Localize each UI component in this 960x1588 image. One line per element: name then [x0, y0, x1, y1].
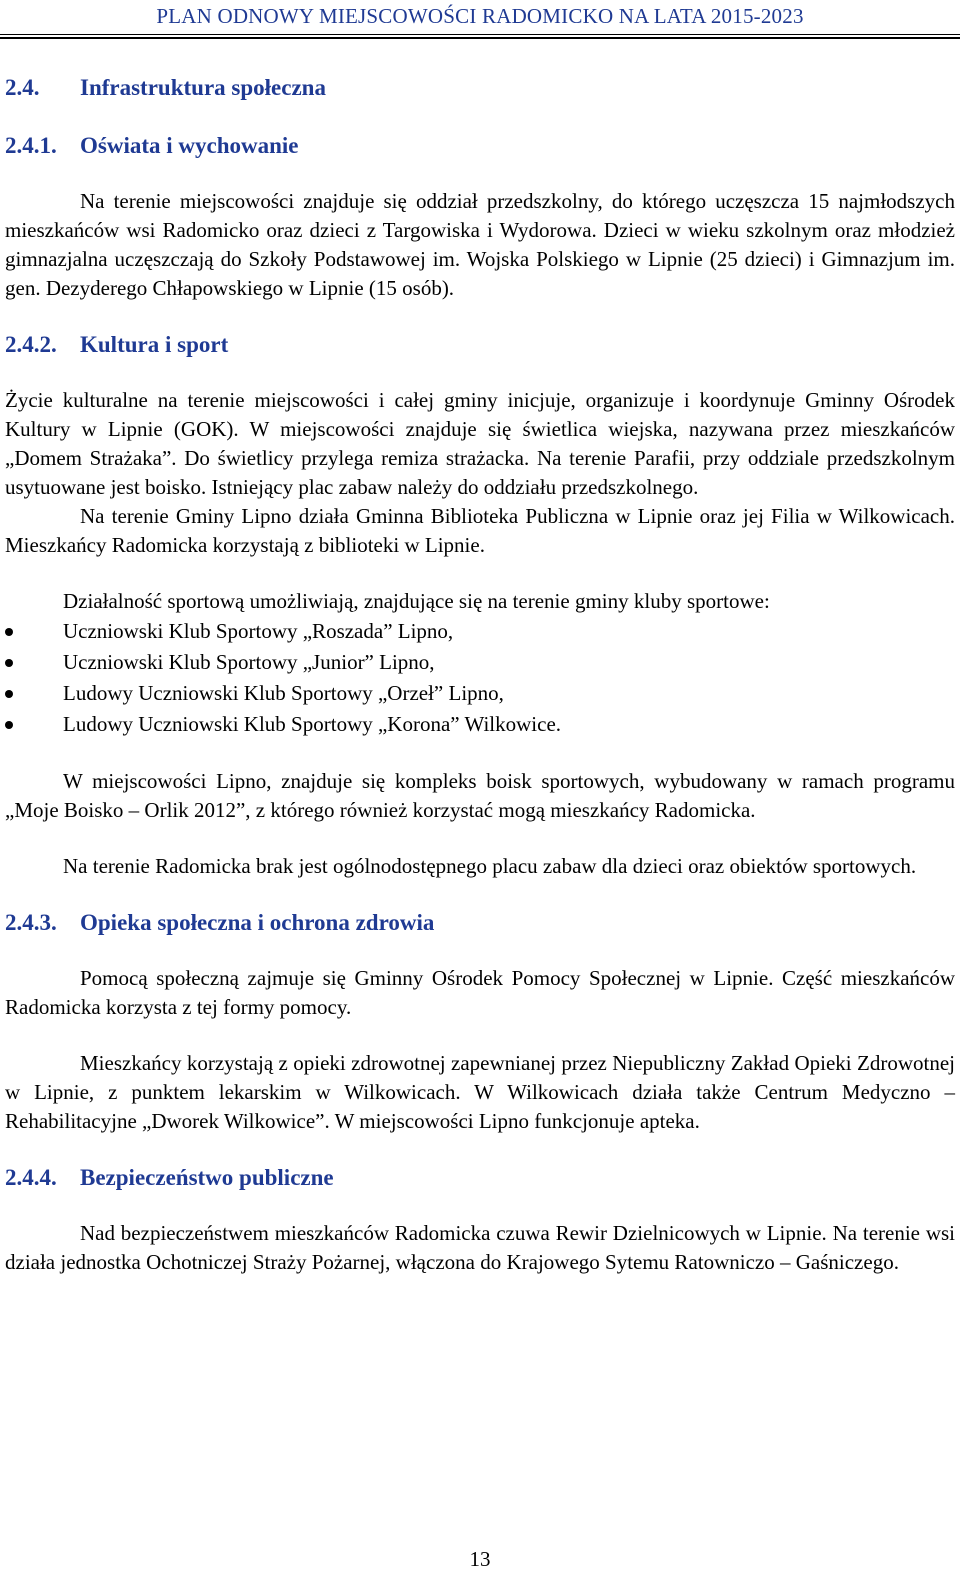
- bullet-icon: [5, 690, 13, 698]
- section-heading-2-4-1: [5, 130, 955, 162]
- paragraph-social-care: Pomocą społeczną zajmuje się Gminny Ośrodek Pomocy Społecznej w Lipnie. Część mieszkańców Radomicka korzysta z tej formy pomocy.: [5, 966, 955, 1019]
- section-heading-2-4-3: [5, 907, 955, 939]
- section-number: 2.4.4.: [5, 1165, 57, 1190]
- section-number: 2.4.3.: [5, 910, 57, 935]
- paragraph-orlik: W miejscowości Lipno, znajduje się kompleks boisk sportowych, wybudowany w ramach programu „Moje Boisko – Orlik 2012”, z którego również korzystać mogą mieszkańcy Radomicka.: [5, 769, 955, 822]
- page-content: [5, 72, 955, 1277]
- sport-clubs-list: [5, 616, 955, 740]
- paragraph-public-safety: Nad bezpieczeństwem mieszkańców Radomicka czuwa Rewir Dzielnicowych w Lipnie. Na terenie wsi działa jednostka Ochotniczej Straży Pożarnej, włączona do Krajowego Sytemu Ratowniczo – Gaśniczego.: [5, 1221, 955, 1274]
- section-number: 2.4.2.: [5, 332, 57, 357]
- section-title: Kultura i sport: [80, 332, 229, 357]
- paragraph-no-playground: Na terenie Radomicka brak jest ogólnodostępnego placu zabaw dla dzieci oraz obiektów sportowych.: [63, 854, 917, 878]
- list-item-text: Ludowy Uczniowski Klub Sportowy „Orzeł” Lipno,: [63, 681, 504, 705]
- list-item: [5, 647, 955, 678]
- paragraph-health-care: Mieszkańcy korzystają z opieki zdrowotnej zapewnianej przez Niepubliczny Zakład Opieki Zdrowotnej w Lipnie, z punktem lekarskim w Wilkowicach. W Wilkowicach działa także Centrum Medyczno – Rehabilitacyjne „Dworek Wilkowice”. W miejscowości Lipno funkcjonuje apteka.: [5, 1051, 955, 1133]
- section-heading-2-4-2: [5, 329, 955, 361]
- section-heading-2-4: [5, 72, 955, 104]
- section-title: Infrastruktura społeczna: [80, 75, 326, 100]
- paragraph-education: Na terenie miejscowości znajduje się oddział przedszkolny, do którego uczęszcza 15 najmłodszych mieszkańców wsi Radomicko oraz dzieci z Targowiska i Wydorowa. Dzieci w wieku szkolnym oraz młodzież gimnazjalna uczęszczają do Szkoły Podstawowej im. Wojska Polskiego w Lipnie (25 dzieci) i Gimnazjum im. gen. Dezyderego Chłapowskiego w Lipnie (15 osób).: [5, 189, 955, 300]
- list-item-text: Uczniowski Klub Sportowy „Junior” Lipno,: [63, 650, 435, 674]
- paragraph-sport-intro: Działalność sportową umożliwiają, znajdujące się na terenie gminy kluby sportowe:: [63, 589, 770, 613]
- list-item: [5, 678, 955, 709]
- bullet-icon: [5, 659, 13, 667]
- running-header: PLAN ODNOWY MIEJSCOWOŚCI RADOMICKO NA LATA 2015-2023: [156, 4, 804, 28]
- list-item-text: Ludowy Uczniowski Klub Sportowy „Korona” Wilkowice.: [63, 712, 562, 736]
- header-rule: [0, 34, 960, 35]
- bullet-icon: [5, 628, 13, 636]
- paragraph-culture: Życie kulturalne na terenie miejscowości i całej gminy inicjuje, organizuje i koordynuje Gminny Ośrodek Kultury w Lipnie (GOK). W miejscowości znajduje się świetlica wiejska, nazywana przez mieszkańców „Domem Strażaka”. Do świetlicy przylega remiza strażacka. Na terenie Parafii, przy oddziale przedszkolnym usytuowane jest boisko. Istniejący plac zabaw należy do oddziału przedszkolnego.: [5, 388, 955, 499]
- list-item: [5, 709, 955, 740]
- list-item-text: Uczniowski Klub Sportowy „Roszada” Lipno,: [63, 619, 454, 643]
- paragraph-library: Na terenie Gminy Lipno działa Gminna Biblioteka Publiczna w Lipnie oraz jej Filia w Wilkowicach. Mieszkańcy Radomicka korzystają z biblioteki w Lipnie.: [5, 504, 955, 557]
- bullet-icon: [5, 721, 13, 729]
- section-title: Opieka społeczna i ochrona zdrowia: [80, 910, 435, 935]
- section-number: 2.4.: [5, 75, 40, 100]
- section-title: Oświata i wychowanie: [80, 133, 299, 158]
- list-item: [5, 616, 955, 647]
- section-heading-2-4-4: [5, 1162, 955, 1194]
- header-rule-thick: [0, 37, 960, 39]
- section-number: 2.4.1.: [5, 133, 57, 158]
- section-title: Bezpieczeństwo publiczne: [80, 1165, 334, 1190]
- page-number: 13: [469, 1547, 491, 1571]
